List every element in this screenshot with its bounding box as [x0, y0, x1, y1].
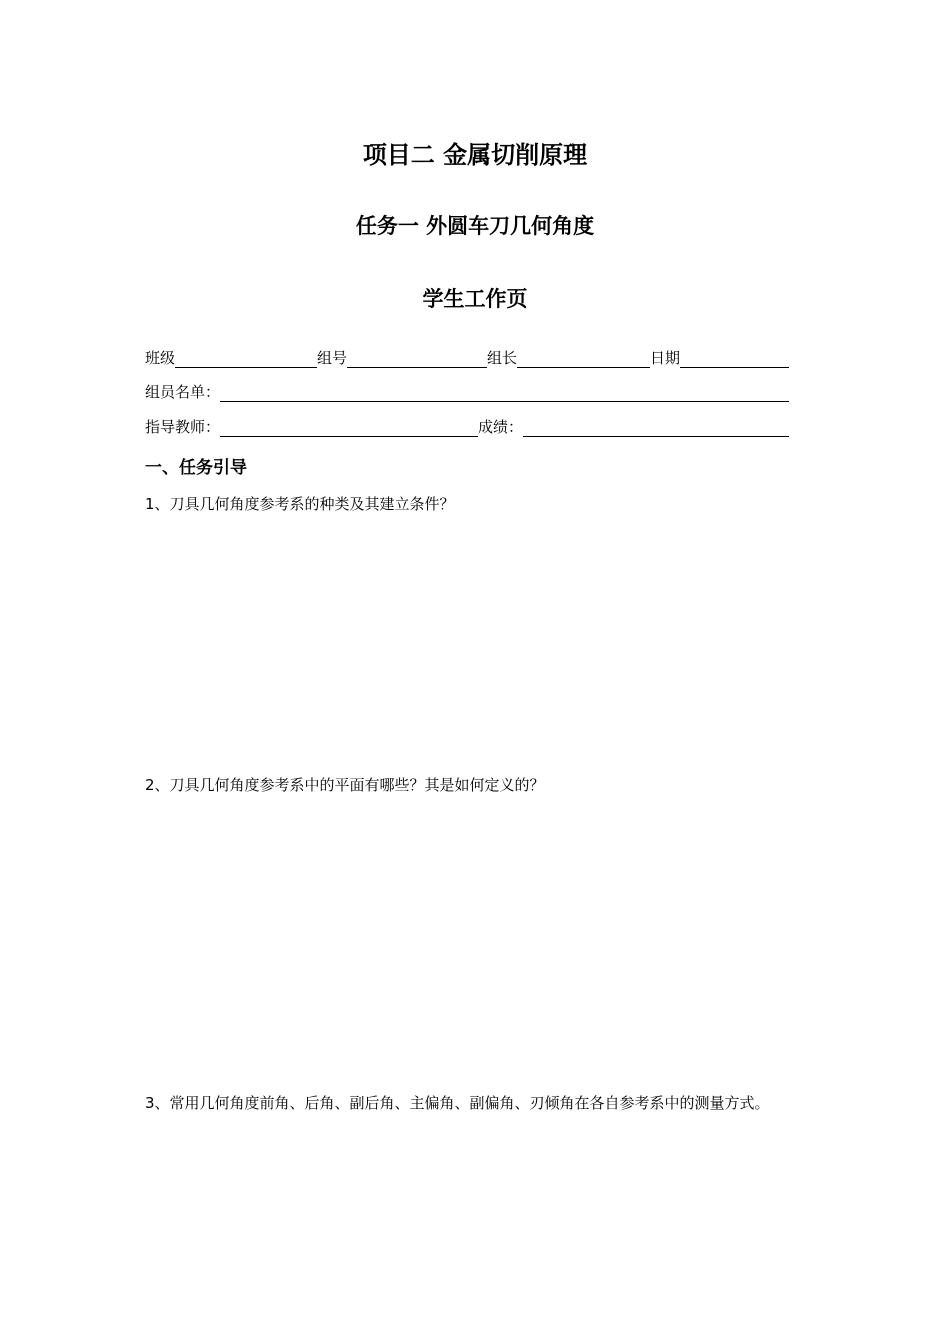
question-3: 3、常用几何角度前角、后角、副后角、主偏角、副偏角、刃倾角在各自参考系中的测量方式。 — [145, 1094, 770, 1112]
project-title: 项目二 金属切削原理 — [362, 141, 588, 169]
teacher-score-row — [145, 413, 789, 437]
worksheet-title: 学生工作页 — [422, 287, 528, 311]
teacher-blank-field[interactable] — [220, 418, 478, 437]
question-2: 2、刀具几何角度参考系中的平面有哪些？其是如何定义的？ — [145, 776, 545, 794]
class-blank-field[interactable] — [175, 349, 317, 368]
date-label: 日期 — [650, 349, 681, 367]
group-number-label: 组号 — [317, 349, 348, 367]
class-info-row — [145, 344, 789, 368]
section-heading: 一、任务引导 — [145, 458, 247, 478]
group-leader-label: 组长 — [487, 349, 518, 367]
class-label: 班级 — [145, 349, 176, 367]
score-label: 成绩： — [478, 418, 524, 436]
members-label: 组员名单： — [145, 383, 221, 401]
members-info-row — [145, 378, 789, 402]
group-number-blank-field[interactable] — [347, 349, 487, 368]
question-1: 1、刀具几何角度参考系的种类及其建立条件？ — [145, 495, 455, 513]
teacher-label: 指导教师： — [145, 418, 221, 436]
date-blank-field[interactable] — [680, 349, 789, 368]
group-leader-blank-field[interactable] — [517, 349, 650, 368]
members-blank-field[interactable] — [220, 383, 789, 402]
task-title: 任务一 外圆车刀几何角度 — [355, 214, 595, 238]
score-blank-field[interactable] — [523, 418, 789, 437]
